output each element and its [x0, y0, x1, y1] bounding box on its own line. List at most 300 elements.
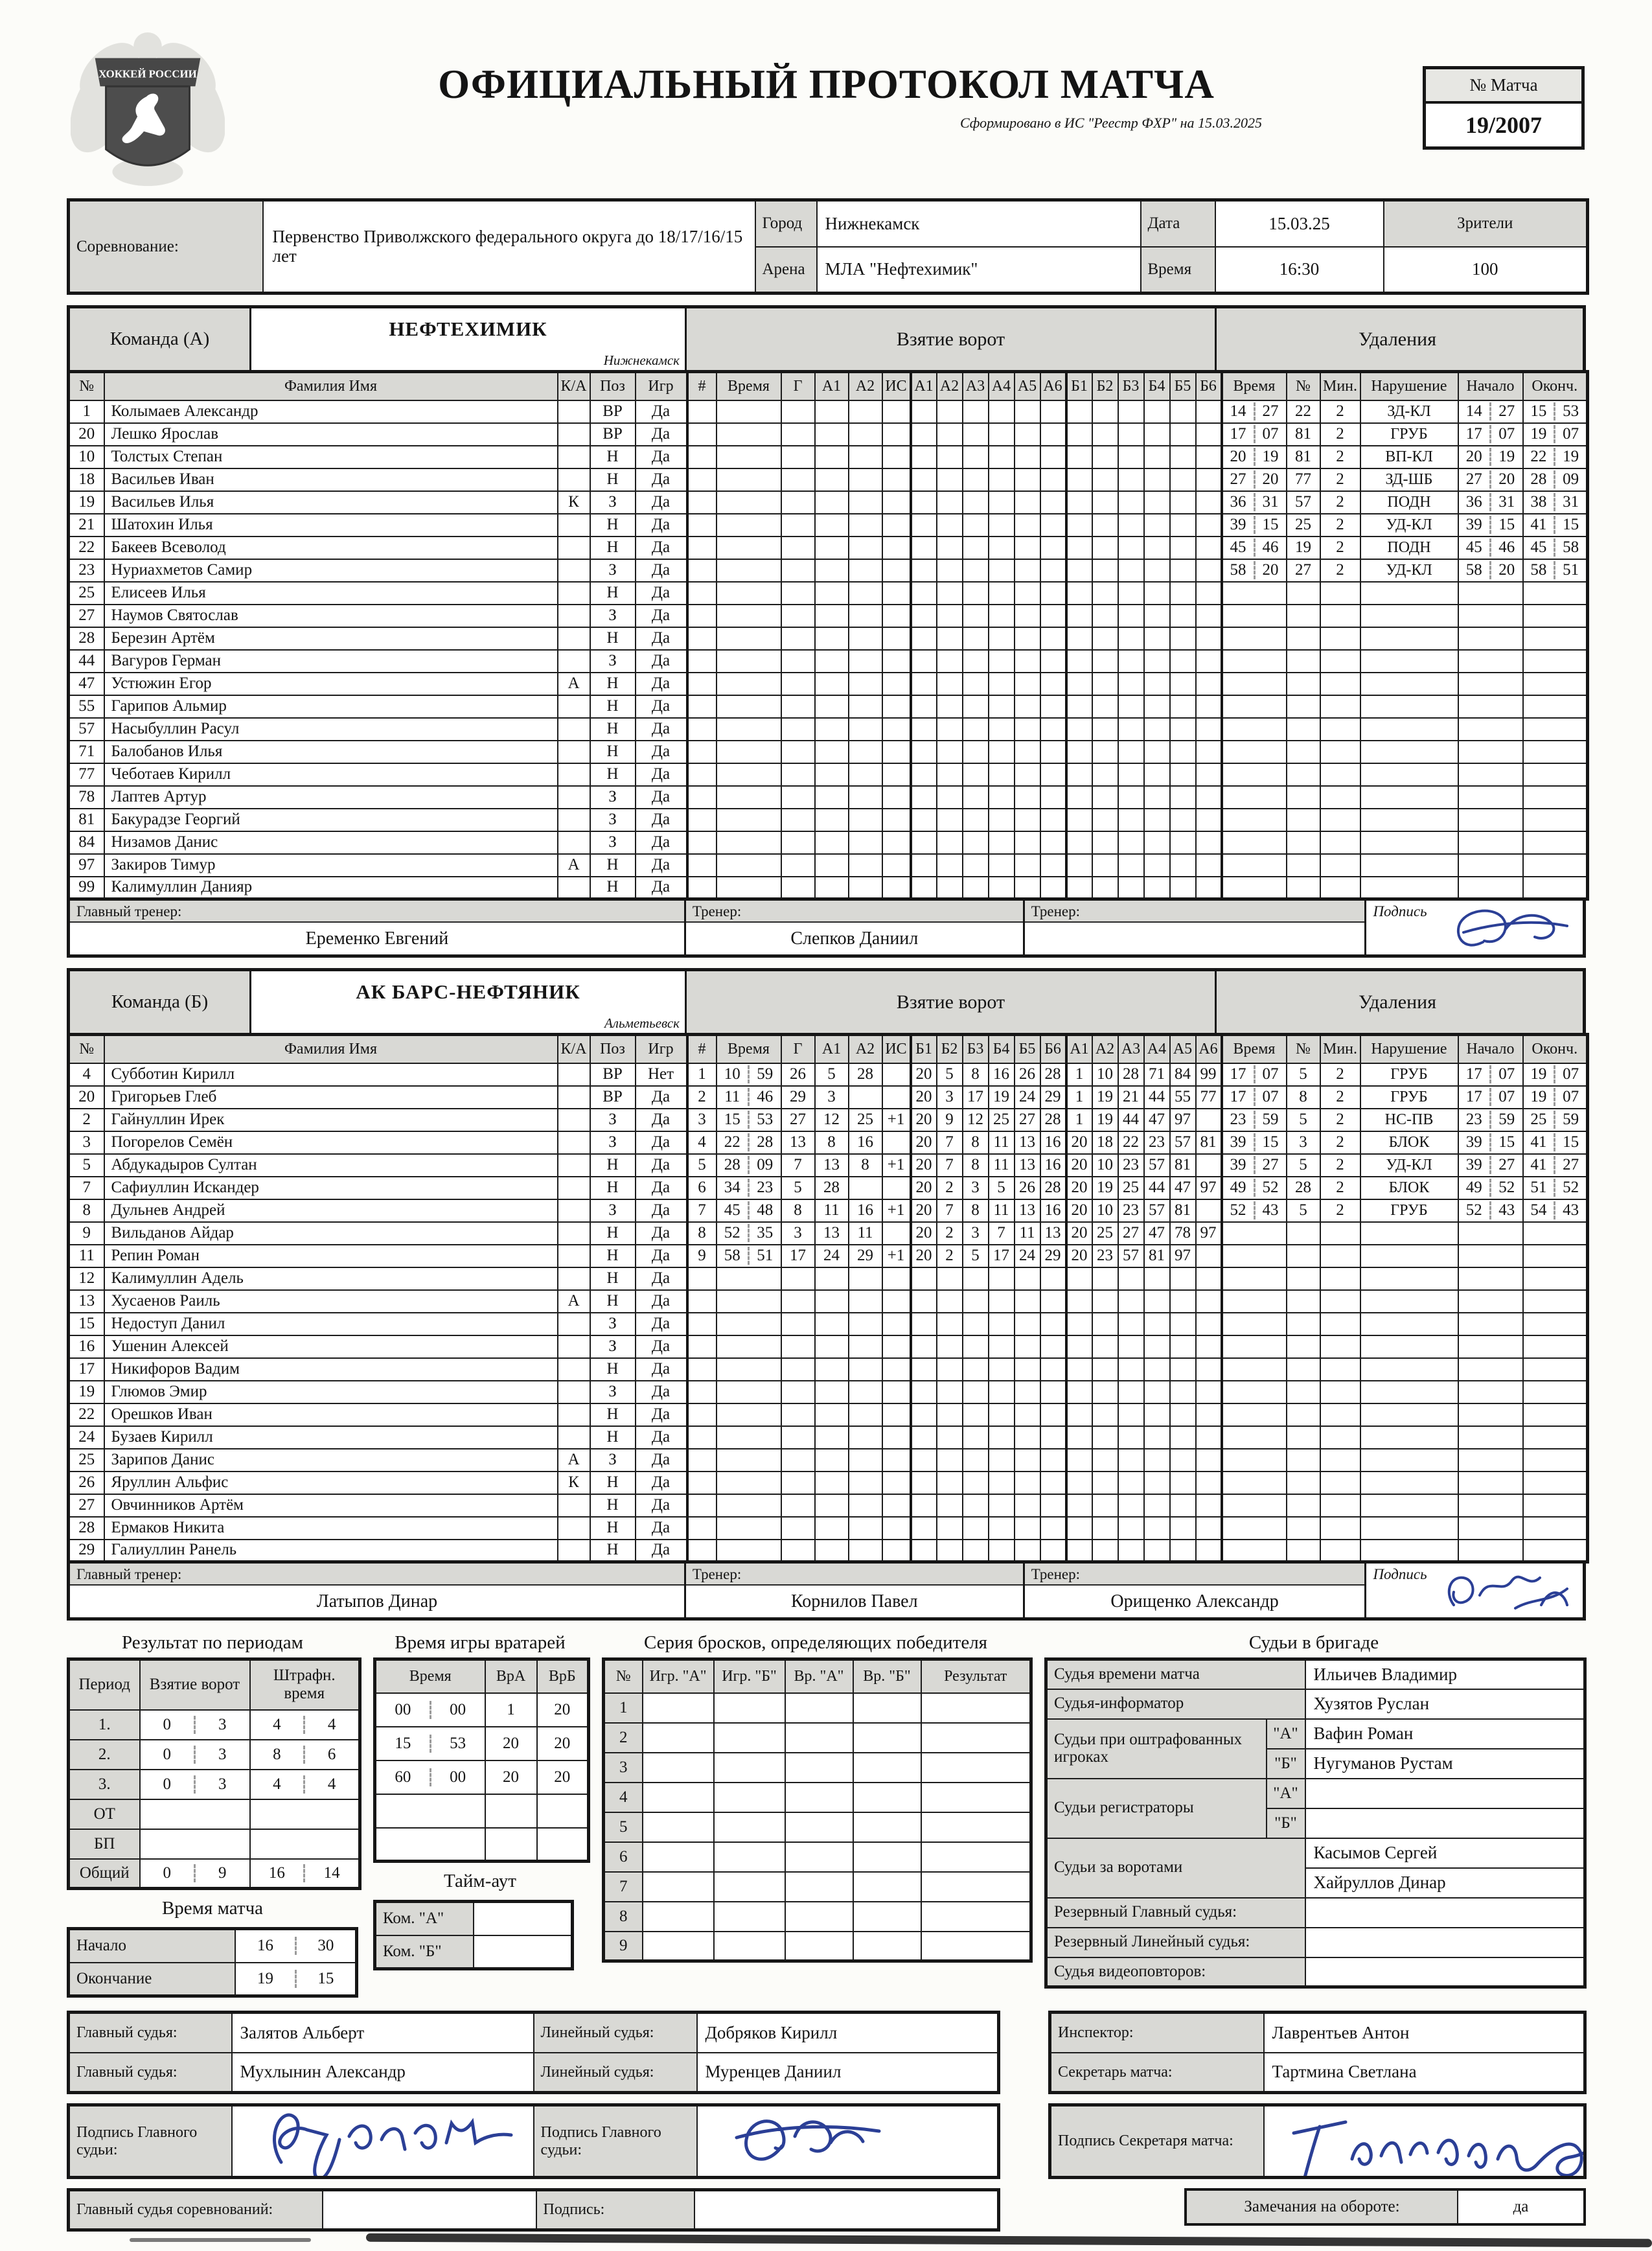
penalty-box-judges-label: Судьи при оштрафованных игроках — [1046, 1719, 1267, 1779]
onice — [1196, 400, 1222, 423]
player-ka — [558, 423, 590, 446]
team-a-label: Команда (А) — [70, 308, 251, 370]
line-ref2-value: Муренцев Даниил — [697, 2053, 999, 2093]
onice — [1144, 673, 1170, 695]
onice — [1170, 582, 1196, 605]
goal-no — [687, 877, 717, 899]
pen-min — [1320, 650, 1360, 673]
onice — [1118, 877, 1144, 899]
col-goal-time: Время — [717, 1035, 781, 1063]
onice — [1118, 559, 1144, 582]
goal-scorer — [781, 423, 815, 446]
goal-assist1 — [815, 1494, 849, 1517]
col-onice: Б5 — [1015, 1035, 1040, 1063]
onice — [1118, 831, 1144, 854]
onice — [1066, 673, 1092, 695]
goal-scorer — [781, 400, 815, 423]
player-name: Закиров Тимур — [104, 854, 558, 877]
goal-is — [882, 1177, 911, 1199]
onice — [1092, 831, 1118, 854]
date-label: Дата — [1141, 200, 1215, 247]
player-pos: Н — [590, 627, 636, 650]
onice — [911, 1426, 937, 1449]
pen-end: 41 27 — [1523, 1154, 1588, 1177]
pen-start: 39 15 — [1458, 1131, 1523, 1154]
gk-a: 20 — [485, 1727, 537, 1760]
col-onice: Б4 — [1144, 372, 1170, 400]
onice — [1066, 1381, 1092, 1403]
pen-start — [1458, 1472, 1523, 1494]
onice — [963, 1517, 989, 1540]
goal-no — [687, 491, 717, 514]
team-b-row — [69, 1177, 1588, 1199]
onice — [1196, 1313, 1222, 1335]
onice: 10 — [1092, 1154, 1118, 1177]
goal-is — [882, 1403, 911, 1426]
onice — [989, 741, 1015, 763]
player-number: 17 — [69, 1358, 104, 1381]
goal-assist1 — [815, 1472, 849, 1494]
onice — [911, 1403, 937, 1426]
pen-end: 41 15 — [1523, 514, 1588, 537]
pen-time — [1222, 1403, 1287, 1426]
goal-assist2 — [849, 1335, 882, 1358]
team-a-coaches — [67, 901, 1586, 958]
pb-a-label: "А" — [1267, 1719, 1305, 1749]
sign-main1-label: Подпись Главного судьи: — [69, 2105, 232, 2178]
team-a-row — [69, 741, 1588, 763]
goal-is — [882, 1540, 911, 1562]
head-coach-label: Главный тренер: — [70, 1564, 684, 1586]
onice — [1144, 1449, 1170, 1472]
onice — [1196, 1154, 1222, 1177]
onice — [1144, 809, 1170, 831]
goal-time — [717, 1494, 781, 1517]
goal-scorer — [781, 1403, 815, 1426]
shootout-cell — [853, 1693, 921, 1723]
onice — [1040, 446, 1066, 468]
gk-b: 20 — [537, 1760, 589, 1794]
team-b-row — [69, 1222, 1588, 1245]
pen-player — [1287, 1358, 1320, 1381]
goal-assist1: 28 — [815, 1177, 849, 1199]
player-pos: Н — [590, 718, 636, 741]
pen-player — [1287, 786, 1320, 809]
goal-no — [687, 809, 717, 831]
pen-end — [1523, 1222, 1588, 1245]
referee-right — [1048, 2011, 1586, 2226]
onice: 20 — [1066, 1222, 1092, 1245]
player-number: 13 — [69, 1290, 104, 1313]
onice — [1196, 1245, 1222, 1267]
onice — [1015, 537, 1040, 559]
pen-end: 45 58 — [1523, 537, 1588, 559]
goal-assist1: 3 — [815, 1086, 849, 1109]
goal-no — [687, 559, 717, 582]
timeout-title: Тайм-аут — [444, 1871, 516, 1891]
goal-assist2 — [849, 1472, 882, 1494]
col-goal-scorer: Г — [781, 372, 815, 400]
onice — [989, 1335, 1015, 1358]
onice — [1040, 650, 1066, 673]
team-a-row — [69, 468, 1588, 491]
player-pos: Н — [590, 1403, 636, 1426]
onice: 44 — [1144, 1086, 1170, 1109]
onice: 81 — [1170, 1199, 1196, 1222]
col-onice: А4 — [989, 372, 1015, 400]
onice — [989, 763, 1015, 786]
onice — [1118, 809, 1144, 831]
team-a-name-box — [251, 308, 687, 370]
sign-main2-label: Подпись Главного судьи: — [534, 2105, 697, 2178]
onice — [937, 582, 963, 605]
onice — [1066, 786, 1092, 809]
onice — [1066, 1472, 1092, 1494]
onice: 16 — [1040, 1199, 1066, 1222]
onice — [937, 1449, 963, 1472]
col-name: Фамилия Имя — [104, 1035, 558, 1063]
pen-player: 28 — [1287, 1177, 1320, 1199]
onice: 7 — [937, 1131, 963, 1154]
onice — [937, 1403, 963, 1426]
col-onice: А2 — [937, 372, 963, 400]
goal-assist2 — [849, 877, 882, 899]
pen-time — [1222, 1335, 1287, 1358]
pen-violation: ГРУБ — [1360, 1086, 1458, 1109]
pen-time — [1222, 673, 1287, 695]
onice — [963, 786, 989, 809]
shootout-row — [604, 1872, 1031, 1902]
gk-a — [485, 1794, 537, 1828]
pen-start: 17 07 — [1458, 1063, 1523, 1086]
onice — [937, 786, 963, 809]
goal-assist2: 8 — [849, 1154, 882, 1177]
player-played: Нет — [636, 1063, 687, 1086]
video-judge-value — [1305, 1957, 1585, 1987]
goal-is — [882, 1086, 911, 1109]
goal-is — [882, 1517, 911, 1540]
secretary-value: Тартмина Светлана — [1264, 2053, 1585, 2093]
onice — [1196, 537, 1222, 559]
onice — [963, 446, 989, 468]
pen-start — [1458, 1540, 1523, 1562]
player-ka — [558, 1335, 590, 1358]
player-played: Да — [636, 1177, 687, 1199]
match-end-value: 19 15 — [235, 1963, 356, 1996]
goal-assist1 — [815, 741, 849, 763]
goal-assist2 — [849, 1517, 882, 1540]
onice — [1144, 831, 1170, 854]
onice — [1170, 809, 1196, 831]
onice — [1015, 1472, 1040, 1494]
onice — [1092, 1358, 1118, 1381]
onice — [963, 1472, 989, 1494]
player-played: Да — [636, 582, 687, 605]
goal-no: 4 — [687, 1131, 717, 1154]
pen-violation — [1360, 1472, 1458, 1494]
onice — [911, 877, 937, 899]
player-ka — [558, 763, 590, 786]
onice — [1015, 1335, 1040, 1358]
onice: 57 — [1170, 1131, 1196, 1154]
player-name: Абдукадыров Султан — [104, 1154, 558, 1177]
pen-end — [1523, 1381, 1588, 1403]
goal-no: 1 — [687, 1063, 717, 1086]
goal-assist1 — [815, 537, 849, 559]
onice — [1040, 1267, 1066, 1290]
onice — [1040, 537, 1066, 559]
player-name: Васильев Иван — [104, 468, 558, 491]
pen-time — [1222, 1381, 1287, 1403]
shootout-cell — [785, 1902, 853, 1932]
onice — [1040, 1403, 1066, 1426]
pen-violation: ГРУБ — [1360, 423, 1458, 446]
onice — [989, 1267, 1015, 1290]
pen-end — [1523, 650, 1588, 673]
onice — [1066, 854, 1092, 877]
player-ka — [558, 1154, 590, 1177]
team-b-name: АК БАРС-НЕФТЯНИК — [356, 980, 580, 1003]
player-number: 57 — [69, 718, 104, 741]
goal-assist2 — [849, 582, 882, 605]
spectators-label: Зрители — [1384, 200, 1588, 247]
reserve-main-label: Резервный Главный судья: — [1046, 1898, 1305, 1928]
team-b-row — [69, 1290, 1588, 1313]
pen-player — [1287, 809, 1320, 831]
player-ka — [558, 1267, 590, 1290]
main-ref1-signature-cell — [232, 2105, 534, 2178]
goal-is — [882, 1063, 911, 1086]
goal-is: +1 — [882, 1245, 911, 1267]
secretary-signature-table — [1048, 2103, 1587, 2179]
player-pos: Н — [590, 582, 636, 605]
onice: 18 — [1092, 1131, 1118, 1154]
onice — [911, 809, 937, 831]
competition-ref-table — [67, 2188, 1000, 2232]
onice — [963, 1267, 989, 1290]
onice: 97 — [1170, 1109, 1196, 1131]
onice: 20 — [1066, 1154, 1092, 1177]
onice — [1144, 400, 1170, 423]
goal-assist2 — [849, 1313, 882, 1335]
col-ka: К/А — [558, 1035, 590, 1063]
col-pos: Поз — [590, 372, 636, 400]
onice — [989, 446, 1015, 468]
competition-sign-value — [694, 2190, 999, 2230]
referee-signatures-table — [67, 2103, 1000, 2179]
onice — [1066, 559, 1092, 582]
onice: 7 — [937, 1154, 963, 1177]
goal-assist1 — [815, 1449, 849, 1472]
goal-assist1 — [815, 650, 849, 673]
timekeeper-label: Судья времени матча — [1046, 1659, 1305, 1689]
goal-scorer — [781, 446, 815, 468]
timekeeper-value: Ильичев Владимир — [1305, 1659, 1585, 1689]
onice — [1170, 1403, 1196, 1426]
player-played: Да — [636, 877, 687, 899]
onice — [1092, 605, 1118, 627]
pen-violation: УД-КЛ — [1360, 559, 1458, 582]
timeout-a-label: Ком. "А" — [375, 1902, 474, 1935]
player-number: 25 — [69, 1449, 104, 1472]
player-pos: Н — [590, 1540, 636, 1562]
onice — [1118, 400, 1144, 423]
player-ka — [558, 537, 590, 559]
onice — [963, 627, 989, 650]
onice: 55 — [1170, 1086, 1196, 1109]
referee-zone — [67, 2011, 1586, 2232]
onice: 23 — [1144, 1131, 1170, 1154]
player-name: Недоступ Данил — [104, 1313, 558, 1335]
player-number: 12 — [69, 1267, 104, 1290]
player-number: 97 — [69, 854, 104, 877]
pen-violation — [1360, 1245, 1458, 1267]
player-name: Васильев Илья — [104, 491, 558, 514]
onice — [1196, 1403, 1222, 1426]
coach-label: Тренер: — [686, 901, 1023, 923]
gk-row — [375, 1693, 589, 1727]
player-name: Григорьев Глеб — [104, 1086, 558, 1109]
pen-start — [1458, 1426, 1523, 1449]
pen-min — [1320, 605, 1360, 627]
onice — [1066, 877, 1092, 899]
pen-violation — [1360, 1426, 1458, 1449]
player-pos: ВР — [590, 1063, 636, 1086]
player-pos: Н — [590, 1222, 636, 1245]
pen-player — [1287, 718, 1320, 741]
shootout-cell — [785, 1693, 853, 1723]
player-name: Бакеев Всеволод — [104, 537, 558, 559]
goal-time: 15 53 — [717, 1109, 781, 1131]
goal-assist1 — [815, 1517, 849, 1540]
goal-time — [717, 1290, 781, 1313]
goal-time — [717, 695, 781, 718]
goal-time — [717, 854, 781, 877]
onice — [1144, 877, 1170, 899]
onice — [1066, 1540, 1092, 1562]
reg-a-value — [1305, 1779, 1585, 1808]
onice — [989, 1403, 1015, 1426]
onice — [963, 514, 989, 537]
gk-col-a: ВрА — [485, 1659, 537, 1693]
player-pos: Н — [590, 695, 636, 718]
goal-scorer — [781, 786, 815, 809]
goal-assist1 — [815, 468, 849, 491]
onice — [911, 1540, 937, 1562]
onice — [963, 1540, 989, 1562]
goal-time — [717, 1472, 781, 1494]
goal-is — [882, 650, 911, 673]
player-pos: Н — [590, 1426, 636, 1449]
col-num: № — [69, 372, 104, 400]
goal-assist2: 16 — [849, 1131, 882, 1154]
onice — [1144, 650, 1170, 673]
onice: 20 — [1066, 1177, 1092, 1199]
onice: 17 — [989, 1245, 1015, 1267]
onice: 47 — [1144, 1222, 1170, 1245]
goal-assist2 — [849, 650, 882, 673]
pen-end — [1523, 1403, 1588, 1426]
gk-b — [537, 1794, 589, 1828]
onice — [1040, 854, 1066, 877]
goal-no — [687, 400, 717, 423]
onice: 2 — [937, 1222, 963, 1245]
pen-time — [1222, 877, 1287, 899]
onice — [963, 673, 989, 695]
player-name: Шатохин Илья — [104, 514, 558, 537]
pen-time: 39 27 — [1222, 1154, 1287, 1177]
onice: 2 — [937, 1245, 963, 1267]
pen-violation — [1360, 1449, 1458, 1472]
goal-no — [687, 605, 717, 627]
goal-assist1 — [815, 673, 849, 695]
pen-min — [1320, 627, 1360, 650]
player-played: Да — [636, 1154, 687, 1177]
goal-scorer — [781, 582, 815, 605]
goal-assist2: 29 — [849, 1245, 882, 1267]
onice — [989, 718, 1015, 741]
reg-b-value — [1305, 1808, 1585, 1838]
player-played: Да — [636, 763, 687, 786]
gk-time: 00 00 — [375, 1693, 485, 1727]
shootout-cell — [853, 1812, 921, 1842]
onice — [1040, 605, 1066, 627]
goal-no — [687, 1449, 717, 1472]
pen-violation — [1360, 1290, 1458, 1313]
periods-table — [67, 1657, 361, 1890]
pen-player — [1287, 1472, 1320, 1494]
onice — [937, 423, 963, 446]
onice — [1170, 718, 1196, 741]
onice — [1015, 582, 1040, 605]
onice — [989, 468, 1015, 491]
goal-scorer: 3 — [781, 1222, 815, 1245]
onice — [1015, 809, 1040, 831]
goal-no — [687, 1313, 717, 1335]
player-played: Да — [636, 1381, 687, 1403]
onice — [1015, 831, 1040, 854]
team-b-row — [69, 1540, 1588, 1562]
onice — [1092, 1403, 1118, 1426]
onice — [1118, 1358, 1144, 1381]
team-a-row — [69, 673, 1588, 695]
player-name: Глюмов Эмир — [104, 1381, 558, 1403]
pen-end: 19 07 — [1523, 1086, 1588, 1109]
pen-player — [1287, 627, 1320, 650]
player-name: Сафиуллин Искандер — [104, 1177, 558, 1199]
onice — [1092, 1472, 1118, 1494]
onice: 20 — [1066, 1131, 1092, 1154]
goal-no — [687, 1472, 717, 1494]
pen-start — [1458, 741, 1523, 763]
coach-label: Тренер: — [1025, 901, 1365, 923]
player-played: Да — [636, 1517, 687, 1540]
goal-assist1 — [815, 854, 849, 877]
player-played: Да — [636, 831, 687, 854]
onice — [1196, 1540, 1222, 1562]
onice: 7 — [937, 1199, 963, 1222]
match-info-table — [67, 198, 1589, 295]
goal-time — [717, 718, 781, 741]
onice — [1144, 1403, 1170, 1426]
goal-assist1 — [815, 695, 849, 718]
pen-min — [1320, 854, 1360, 877]
shootout-cell — [714, 1812, 785, 1842]
team-b-row — [69, 1335, 1588, 1358]
gk-col-time: Время — [375, 1659, 485, 1693]
pen-violation — [1360, 1222, 1458, 1245]
onice — [1040, 741, 1066, 763]
